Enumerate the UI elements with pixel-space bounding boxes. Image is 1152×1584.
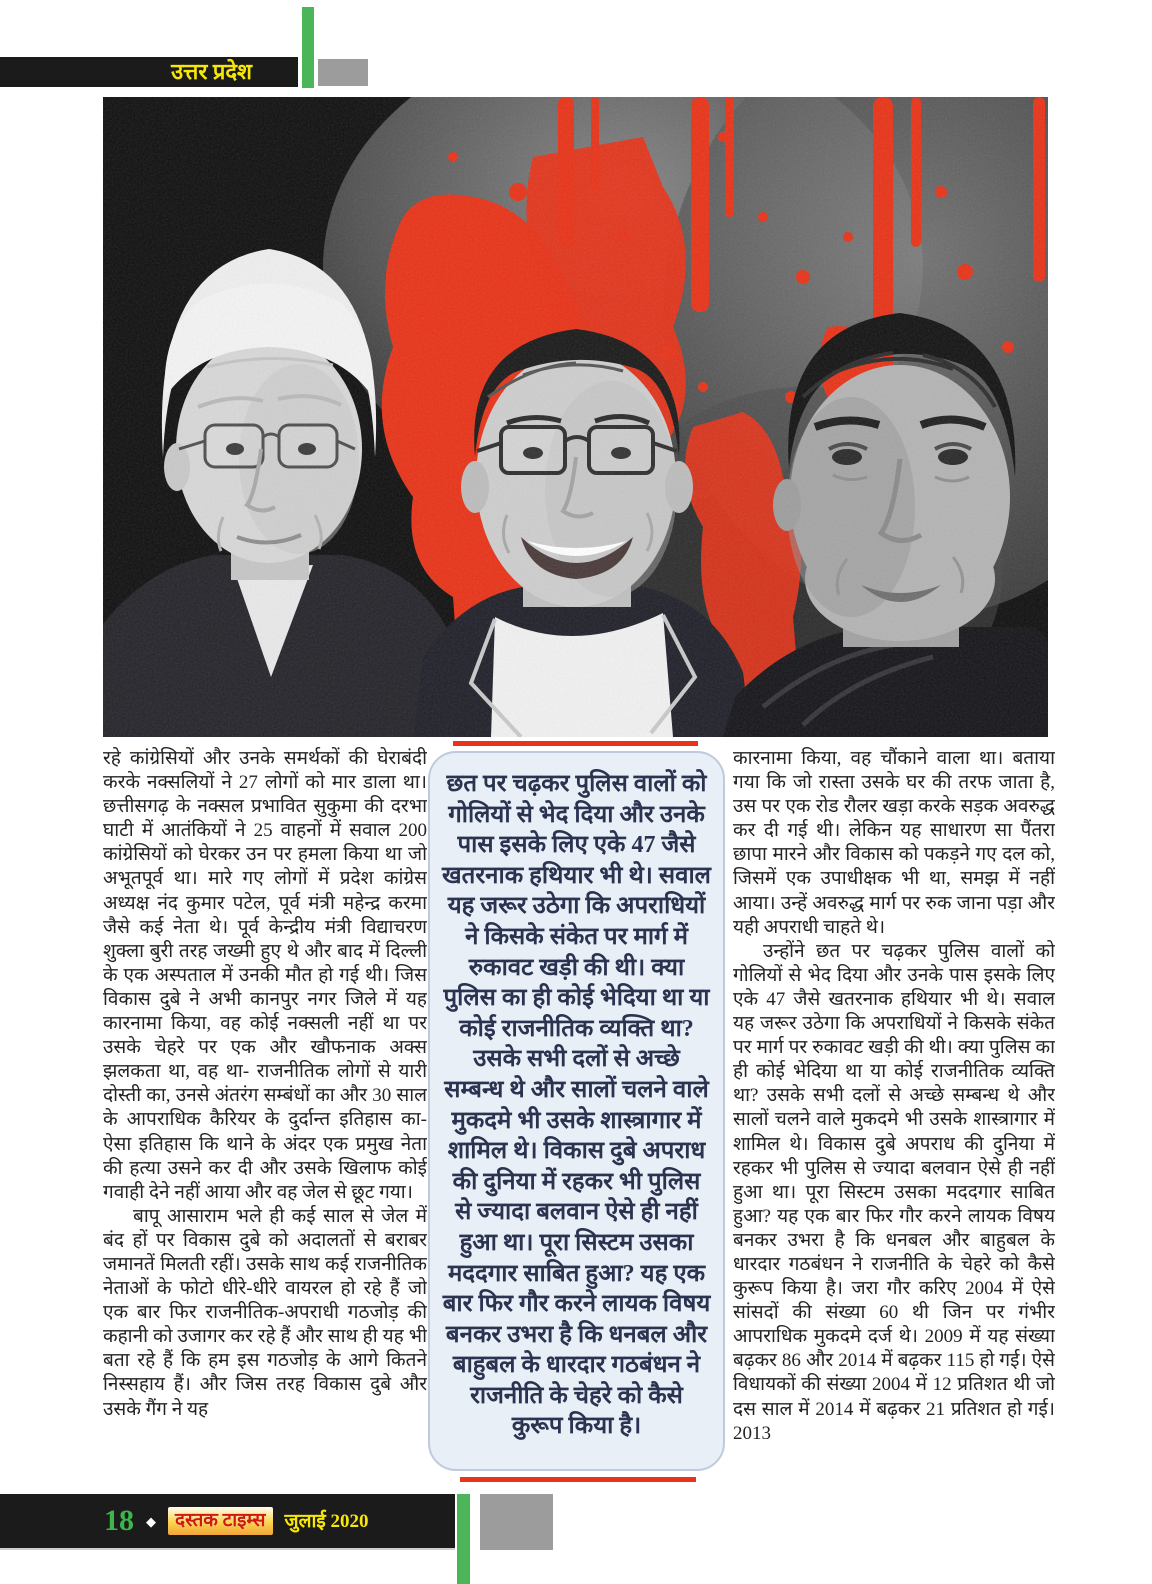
gray-tab-top [318,59,368,86]
page-number: 18 [104,1504,134,1537]
article-column-right [733,747,1055,1495]
right-paragraph-2: उन्होंने छत पर चढ़कर पुलिस वालों को गोलियों से भेद दिया और उनके पास इसके लिए एके 47 जैसे खतरनाक हथियार भी थे। सवाल यह जरूर उठेगा कि अपराधियों ने किसके संकेत पर मार्ग पर रुकावट खड़ी की थी। क्या पुलिस का ही कोई भेदिया था या कोई राजनीतिक व्यक्ति था? उसके सभी दलों से अच्छे सम्बन्ध थे और सालों चलने वाले मुकदमे भी उसके शास्त्रागार में शामिल थे। विकास दुबे अपराध की दुनिया में रहकर भी पुलिस से ज्यादा बलवान ऐसे ही नहीं हुआ था। पूरा सिस्टम उसका मददगार साबित हुआ? यह एक बार फिर गौर करने लायक विषय बनकर उभरा है कि धनबल और बाहुबल के धारदार गठबंधन ने राजनीति के चेहरे को कैसे कुरूप किया है। जरा गौर करिए 2004 में ऐसे सांसदों की संख्या 60 थी जिन पर गंभीर आपराधिक मुकदमे दर्ज थे। 2009 में यह संख्या बढ़कर 86 और 2014 में बढ़कर 115 हो गई। ऐसे विधायकों की संख्या 2004 में 12 प्रतिशत थी जो दस साल में 2014 में बढ़कर 21 प्रतिशत हो गई। 2013 [733,940,1055,1444]
green-accent-bar-top [302,7,314,88]
photo-grain-texture [103,97,1048,737]
article-column-left [103,747,427,1495]
right-paragraph-1: कारनामा किया, वह चौंकाने वाला था। बताया गया कि जो रास्ता उसके घर की तरफ जाता है, उस पर एक रोड रौलर खड़ा करके सड़क अवरुद्ध कर दी गई थी। लेकिन यह साधारण सा पैंतरा छापा मारने और विकास को पकड़ने गए दल को, जिसमें एक उपाधीक्षक भी था, समझ में नहीं आया। उन्हें अवरुद्ध मार्ग पर रुक जाना पड़ा और यही अपराधी चाहते थे। [733,748,1055,938]
pull-quote-top-rule [453,741,698,746]
left-paragraph-2: बापू आसाराम भले ही कई साल से जेल में बंद हों पर विकास दुबे को अदालतों से बराबर जमानतें मिलती रहीं। उसके साथ कई राजनीतिक नेताओं के फोटो धीरे-धीरे वायरल हो रहे हैं जो एक बार फिर राजनीतिक-अपराधी गठजोड़ की कहानी को उजागर कर रहे हैं और साथ ही यह भी बता रहे हैं कि हम इस गठजोड़ के आगे कितने निस्सहाय हैं। और जिस तरह विकास दुबे और उसके गैंग ने यह [103,1205,427,1420]
gray-tab-bottom [480,1494,553,1550]
magazine-logo: दस्तक टाइम्स [168,1507,273,1535]
pull-quote-box [428,751,725,1471]
green-accent-bar-bottom [457,1494,470,1584]
photo-collage-graphic [103,97,1048,737]
photo-collage [103,97,1048,737]
pull-quote-text: छत पर चढ़कर पुलिस वालों को गोलियों से भेद दिया और उनके पास इसके लिए एके 47 जैसे खतरनाक हथियार भी थे। सवाल यह जरूर उठेगा कि अपराधियों ने किसके संकेत पर मार्ग में रुकावट खड़ी की थी। क्या पुलिस का ही कोई भेदिया था या कोई राजनीतिक व्यक्ति था? उसके सभी दलों से अच्छे सम्बन्ध थे और सालों चलने वाले मुकदमे भी उसके शास्त्रागार में शामिल थे। विकास दुबे अपराध की दुनिया में रहकर भी पुलिस से ज्यादा बलवान ऐसे ही नहीं हुआ था। पूरा सिस्टम उसका मददगार साबित हुआ? यह एक बार फिर गौर करने लायक विषय बनकर उभरा है कि धनबल और बाहुबल के धारदार गठबंधन ने राजनीति के चेहरे को कैसे कुरूप किया है। [442,771,711,1440]
left-paragraph-1: रहे कांग्रेसियों और उनके समर्थकों की घेराबंदी करके नक्सलियों ने 27 लोगों को मार डाला था। छत्तीसगढ़ के नक्सल प्रभावित सुकुमा की दरभा घाटी में आतंकियों ने 25 वाहनों में सवाल 200 कांग्रेसियों को घेरकर उन पर हमला किया था जो अभूतपूर्व था। मारे गए लोगों में प्रदेश कांग्रेस अध्यक्ष नंद कुमार पटेल, पूर्व मंत्री महेन्द्र करमा जैसे कई नेता थे। पूर्व केन्द्रीय मंत्री विद्याचरण शुक्ला बुरी तरह जख्मी हुए थे और बाद में दिल्ली के एक अस्पताल में उनकी मौत हो गई थी। जिस विकास दुबे ने अभी कानपुर नगर जिले में यह कारनामा किया, वह कोई नक्सली नहीं था पर उसके चेहरे पर एक और खौफनाक अक्स झलकता था, वह था- राजनीतिक लोगों से यारी दोस्ती का, उनसे अंतरंग सम्बंधों का और 30 साल के आपराधिक कैरियर के दुर्दान्त इतिहास का- ऐसा इतिहास कि थाने के अंदर एक प्रमुख नेता की हत्या उसने कर दी और उसके खिलाफ कोई गवाही देने नहीं आया और वह जेल से छूट गया। [103,748,427,1203]
pull-quote-bottom-rule [460,1477,696,1482]
section-title: उत्तर प्रदेश [171,59,252,84]
section-header-bar [0,57,298,87]
footer-bar [0,1494,455,1550]
issue-date: जुलाई 2020 [284,1510,369,1532]
diamond-icon: ◆ [146,1513,156,1529]
